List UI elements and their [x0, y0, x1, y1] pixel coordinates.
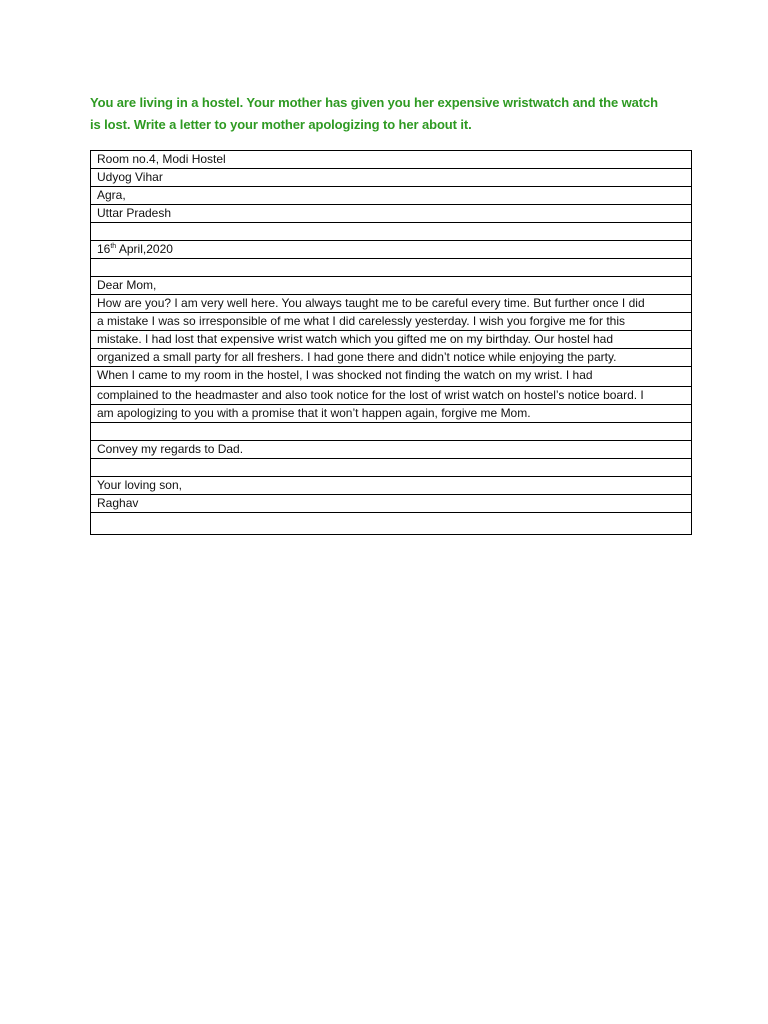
date-rest: April,2020	[116, 242, 173, 256]
question-prompt	[90, 92, 690, 136]
letter-table	[90, 150, 692, 535]
date-day: 16	[97, 242, 111, 256]
blank-row	[91, 223, 691, 241]
question-line-2: is lost. Write a letter to your mother apologizing to her about it.	[90, 117, 472, 132]
regards-line: Convey my regards to Dad.	[91, 441, 691, 459]
blank-row	[91, 513, 691, 534]
closing-line: Your loving son,	[91, 477, 691, 495]
question-line-1: You are living in a hostel. Your mother has given you her expensive wristwatch and the watch	[90, 95, 658, 110]
body-line-6: complained to the headmaster and also took notice for the lost of wrist watch on hostel’s notice board. I	[91, 387, 691, 405]
blank-row	[91, 459, 691, 477]
body-line-7: am apologizing to you with a promise that it won’t happen again, forgive me Mom.	[91, 405, 691, 423]
date-suffix: th	[110, 243, 117, 250]
address-line-4: Uttar Pradesh	[91, 205, 691, 223]
body-line-4: organized a small party for all freshers. I had gone there and didn’t notice while enjoying the party.	[91, 349, 691, 367]
address-line-1: Room no.4, Modi Hostel	[91, 151, 691, 169]
address-line-3: Agra,	[91, 187, 691, 205]
body-line-5: When I came to my room in the hostel, I was shocked not finding the watch on my wrist. I had	[91, 367, 691, 387]
blank-row	[91, 259, 691, 277]
body-line-1: How are you? I am very well here. You always taught me to be careful every time. But further once I did	[91, 295, 691, 313]
body-line-3: mistake. I had lost that expensive wrist watch which you gifted me on my birthday. Our hostel had	[91, 331, 691, 349]
salutation: Dear Mom,	[91, 277, 691, 295]
signature-line: Raghav	[91, 495, 691, 513]
blank-row	[91, 423, 691, 441]
address-line-2: Udyog Vihar	[91, 169, 691, 187]
body-line-2: a mistake I was so irresponsible of me what I did carelessly yesterday. I wish you forgive me for this	[91, 313, 691, 331]
date-line	[91, 241, 691, 259]
